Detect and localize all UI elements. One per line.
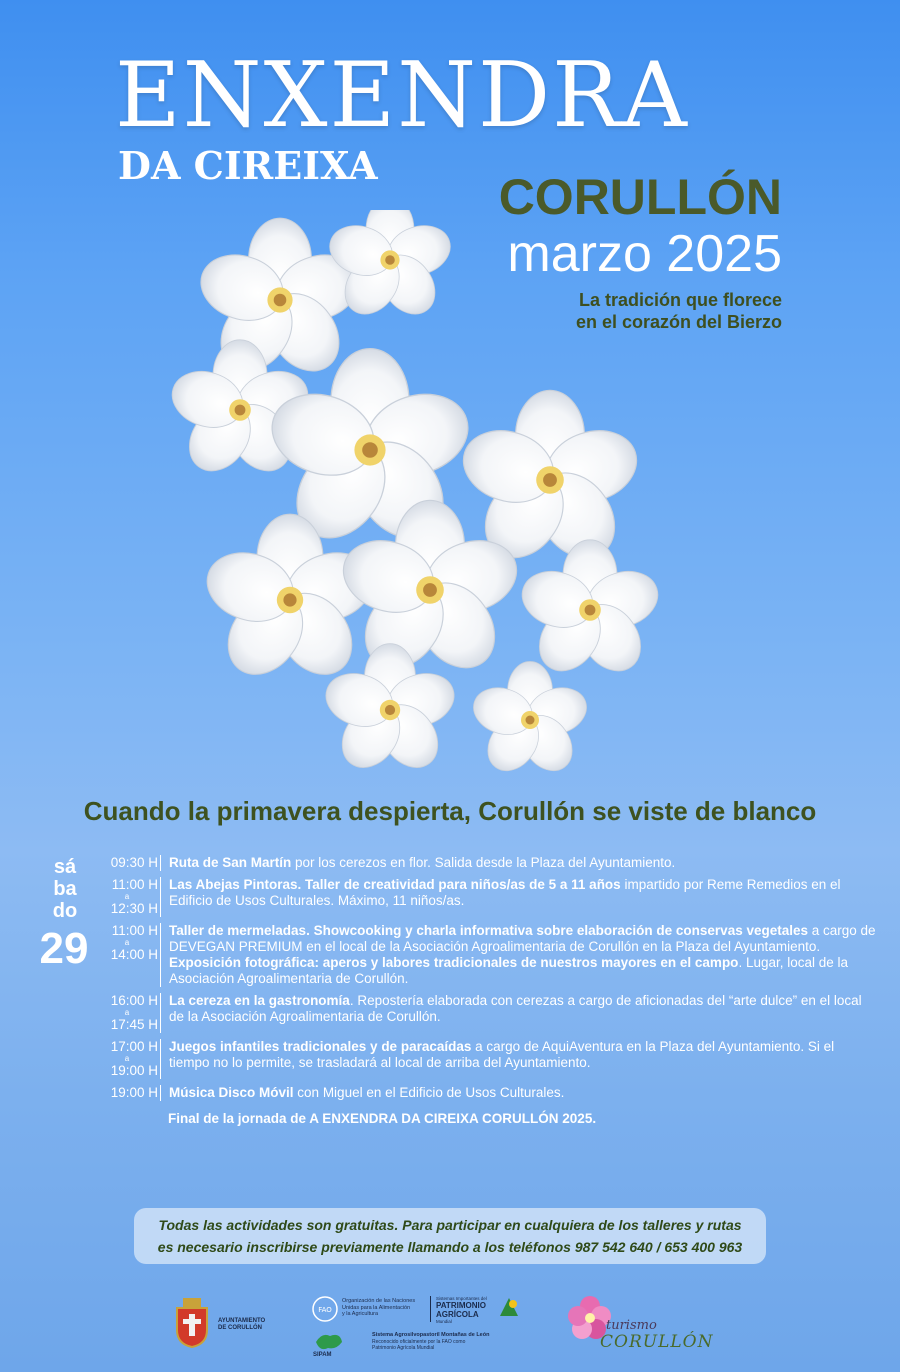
- time-end: 19:00 H: [110, 1063, 158, 1078]
- sistema-text: [372, 1332, 489, 1351]
- schedule-desc: [169, 993, 876, 1033]
- activity-text: a cargo de DEVEGAN PREMIUM en el local de la Asociación Agroalimentaria de Corullón en la Plaza del Ayuntamiento.: [169, 923, 876, 954]
- schedule-row: [96, 877, 876, 917]
- sistema-line: Sistema Agrosilvopastoril Montañas de León: [372, 1332, 490, 1338]
- time-separator: a: [124, 1054, 130, 1063]
- time-start: 16:00 H: [110, 993, 158, 1008]
- activity-title: Juegos infantiles tradicionales y de paracaídas: [169, 1039, 472, 1054]
- sipam-line: PATRIMONIO: [436, 1301, 486, 1310]
- schedule-desc: [169, 1039, 876, 1079]
- sipam-logo-text: [436, 1296, 487, 1324]
- schedule-row: [96, 993, 876, 1033]
- fao-logo-text: [342, 1298, 415, 1318]
- activity-text: a cargo de AquiAventura en la Plaza del Ayuntamiento. Si el tiempo no lo permite, se trasladará al local de arriba del Ayuntamiento.: [169, 1039, 835, 1070]
- turismo-text: turismo: [606, 1318, 657, 1333]
- sipam-label: SIPAM: [313, 1352, 332, 1358]
- sipam-line: Mundial: [436, 1319, 452, 1324]
- activity-text: . Repostería elaborada con cerezas a cargo de aficionadas del “arte dulce” en el local de la Asociación Agroalimentaria de Corullón.: [169, 993, 862, 1024]
- sistema-line: Reconocido oficialmente por la FAO como: [372, 1339, 466, 1345]
- schedule-time: [96, 877, 161, 917]
- time-start: 17:00 H: [110, 1039, 158, 1054]
- activity-title: Taller de mermeladas. Showcooking y charla informativa sobre elaboración de conservas vegetales: [169, 923, 809, 938]
- day-number: 29: [39, 924, 89, 973]
- registration-info: [134, 1208, 766, 1264]
- cherry-blossom-image: [170, 210, 730, 790]
- info-line-1: Todas las actividades son gratuitas. Para participar en cualquiera de los talleres y rutas: [158, 1217, 742, 1233]
- activity-title: Las Abejas Pintoras. Taller de creatividad para niños/as de 5 a 11 años: [169, 877, 621, 892]
- schedule-row: [96, 1085, 876, 1101]
- time-start: 19:00 H: [110, 1085, 158, 1100]
- tagline-line-1: La tradición que florece: [578, 290, 782, 310]
- event-date: marzo 2025: [507, 225, 782, 283]
- sipam-map-icon: [314, 1330, 344, 1352]
- ayuntamiento-line: AYUNTAMIENTO: [218, 1318, 266, 1324]
- svg-text:FAO: FAO: [318, 1306, 332, 1314]
- time-start: 11:00 H: [111, 923, 158, 938]
- sponsor-logos: [0, 1288, 900, 1372]
- time-separator: a: [124, 938, 130, 947]
- schedule-row: [96, 1039, 876, 1079]
- schedule-desc: [169, 1085, 876, 1101]
- fao-line: y la Agricultura: [342, 1311, 379, 1317]
- coat-of-arms-icon: [174, 1298, 210, 1348]
- sistema-line: Patrimonio Agrícola Mundial: [372, 1345, 435, 1351]
- sipam-emblem-icon: [498, 1296, 520, 1318]
- fao-logo-icon: [312, 1296, 338, 1322]
- schedule-row: [96, 923, 876, 987]
- ayuntamiento-logo-text: [218, 1318, 265, 1332]
- schedule-time: [96, 1039, 161, 1079]
- activity-title: Exposición fotográfica: aperos y labores tradicionales de nuestros mayores en el campo: [169, 955, 739, 970]
- info-line-2: es necesario inscribirse previamente llamando a los teléfonos 987 542 640 / 653 400 963: [157, 1239, 743, 1255]
- closing-note: Final de la jornada de A ENXENDRA DA CIREIXA CORULLÓN 2025.: [168, 1111, 597, 1126]
- time-separator: a: [124, 892, 130, 901]
- event-subtitle: DA CIREIXA: [118, 143, 378, 188]
- schedule-time: [96, 855, 161, 871]
- schedule-desc: [169, 855, 876, 871]
- time-start: 09:30 H: [110, 855, 158, 870]
- sipam-line: Sistemas Importantes del: [436, 1296, 487, 1301]
- logo-divider: [430, 1296, 431, 1322]
- time-separator: a: [124, 1008, 130, 1017]
- schedule-time: [96, 1085, 161, 1101]
- day-name: [44, 856, 86, 922]
- activity-title: La cereza en la gastronomía: [169, 993, 350, 1008]
- time-start: 11:00 H: [111, 877, 158, 892]
- schedule: [96, 855, 876, 1126]
- time-end: 12:30 H: [110, 901, 158, 916]
- day-name-part: ba: [53, 878, 77, 900]
- activity-text: impartido por Reme Remedios en el Edificio de Usos Culturales. Máximo, 11 niños/as.: [169, 877, 841, 908]
- fao-line: Organización de las Naciones: [342, 1298, 416, 1304]
- activity-text: con Miguel en el Edificio de Usos Culturales.: [293, 1085, 565, 1100]
- day-name-part: do: [52, 900, 78, 922]
- event-title: ENXENDRA: [115, 43, 689, 148]
- schedule-desc: [169, 923, 876, 987]
- activity-title: Ruta de San Martín: [169, 855, 292, 870]
- ayuntamiento-line: DE CORULLÓN: [218, 1325, 262, 1331]
- activity-text: . Lugar, local de la Asociación Agroalimentaria de Corullón.: [169, 955, 849, 986]
- fao-line: Unidas para la Alimentación: [342, 1304, 411, 1311]
- time-end: 17:45 H: [110, 1017, 158, 1032]
- schedule-time: [96, 923, 161, 987]
- sipam-line: AGRÍCOLA: [436, 1310, 479, 1319]
- day-name-part: sá: [53, 856, 77, 878]
- schedule-desc: [169, 877, 876, 917]
- slogan: Cuando la primavera despierta, Corullón se viste de blanco: [83, 796, 817, 826]
- turismo-corullon-text: CORULLÓN: [600, 1332, 714, 1352]
- event-place: CORULLÓN: [498, 169, 782, 225]
- schedule-row: [96, 855, 876, 871]
- schedule-time: [96, 993, 161, 1033]
- activity-text: por los cerezos en flor. Salida desde la Plaza del Ayuntamiento.: [291, 855, 676, 870]
- activity-title: Música Disco Móvil: [169, 1085, 294, 1100]
- time-end: 14:00 H: [110, 947, 158, 962]
- tagline-line-2: en el corazón del Bierzo: [575, 312, 782, 332]
